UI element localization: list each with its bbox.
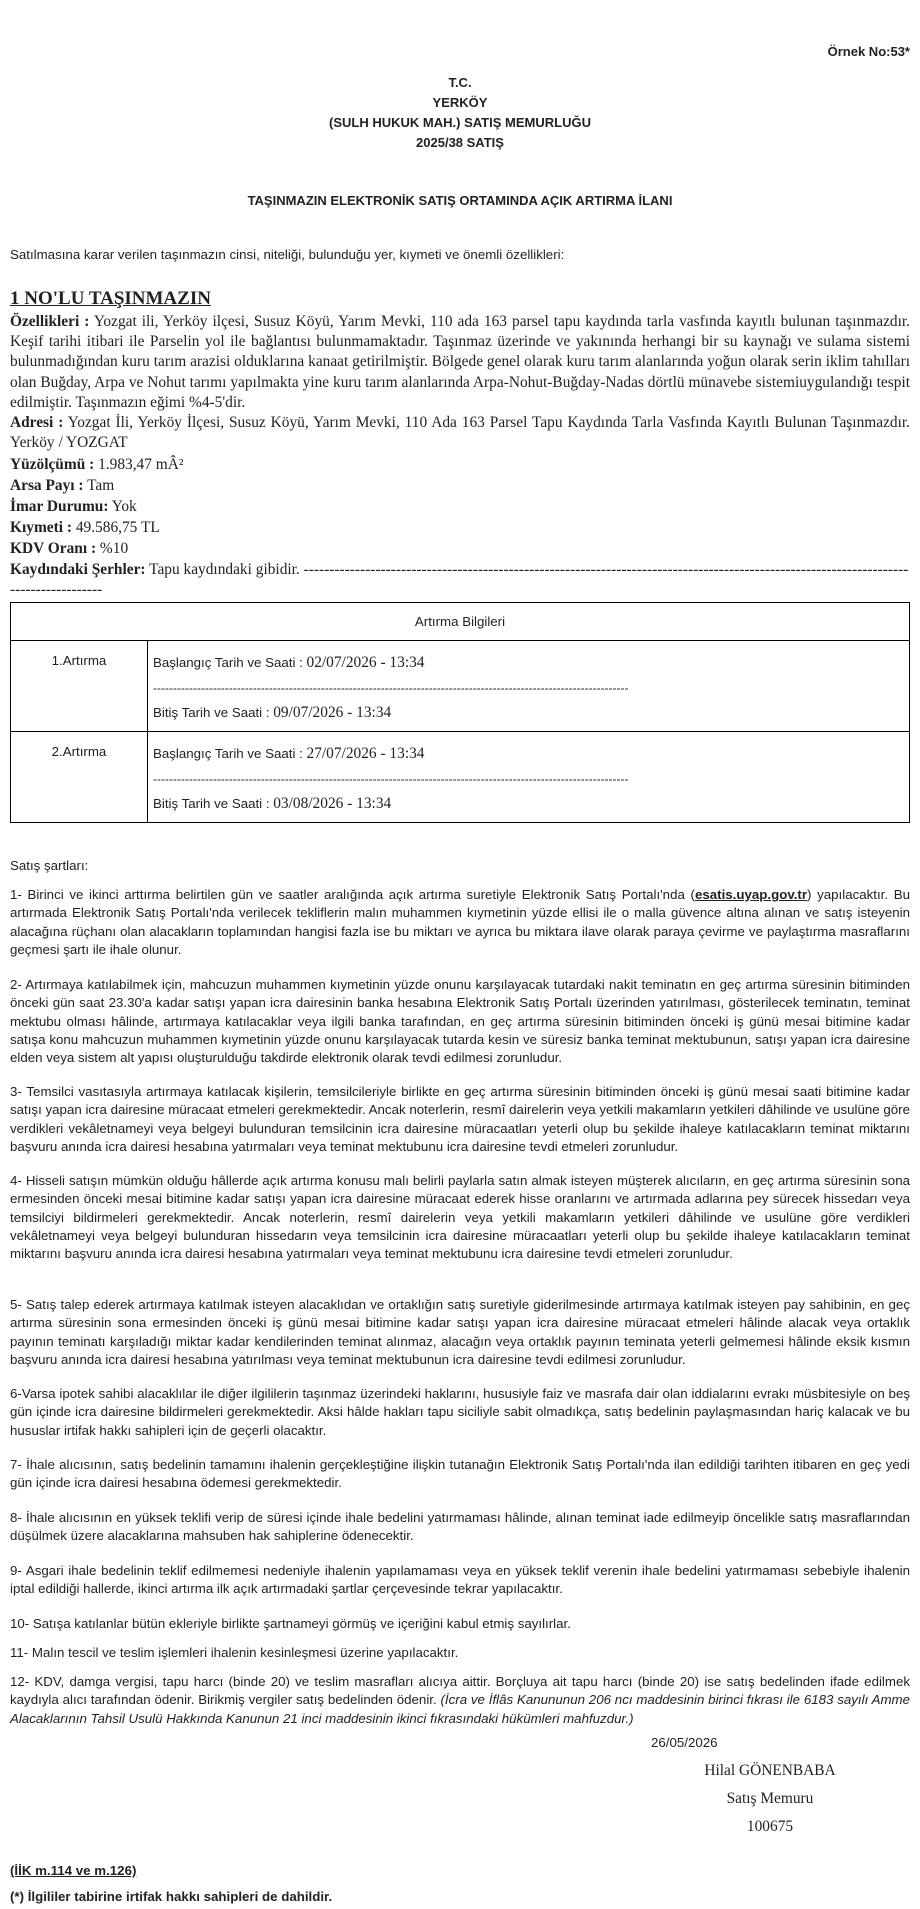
signature-name: Hilal GÖNENBABA xyxy=(704,1762,836,1779)
adres-paragraph xyxy=(10,413,910,453)
signature-title: Satış Memuru xyxy=(726,1790,814,1807)
signature-date: 26/05/2026 xyxy=(651,1735,718,1750)
sart-9: 9- Asgari ihale bedelinin teklif edilmemesi nedeniyle ihalenin yapılamaması veya en yüksek teklif verenin ihale bedelini yatırmaması sebebiyle ihalenin iptal edildiği hallerde, ikinci artırma ilk açık artırmadaki şartlar çerçevesinde tekrar yapılacaktır. xyxy=(10,1563,910,1597)
sart-12 xyxy=(10,1673,910,1728)
artirma-row-2-details xyxy=(148,732,910,823)
sart-11: 11- Malın tescil ve teslim işlemleri ihalenin kesinleşmesi üzerine yapılacaktır. xyxy=(10,1645,459,1660)
start-label: Başlangıç Tarih ve Saati : xyxy=(153,746,307,761)
footnote: (*) İlgililer tabirine irtifak hakkı sahipleri de dahildir. xyxy=(10,1889,333,1904)
artirma-row-1-end xyxy=(153,703,904,723)
yuzolcumu-label: Yüzölçümü : xyxy=(10,456,95,473)
artirma-row-1 xyxy=(11,641,910,732)
separator-line: ----------------------------------------------------------------------------------------------------------------------- xyxy=(153,772,629,786)
kiymet-label: Kıymeti : xyxy=(10,519,72,536)
imar-line xyxy=(10,497,910,517)
arsa-payi-value: Tam xyxy=(83,477,115,494)
kdv-label: KDV Oranı : xyxy=(10,540,97,557)
artirma-header-row xyxy=(11,603,910,641)
tasinmaz-title: 1 NO'LU TAŞINMAZIN xyxy=(10,288,211,309)
header-yerkoy: YERKÖY xyxy=(432,95,488,110)
arsa-payi-label: Arsa Payı : xyxy=(10,477,84,494)
header-tc: T.C. xyxy=(448,75,472,90)
artirma-row-2-start xyxy=(153,744,904,764)
sart-12-italic: (İcra ve İflâs Kanununun 206 ncı maddesinin birinci fıkrası ile 6183 sayılı Amme Alacaklarının Tahsil Usulü Hakkında Kanunun 21 inci maddesinin ikinci fıkrasındaki hükümleri mahfuzdur.) xyxy=(10,1692,911,1726)
end-datetime: 03/08/2026 - 13:34 xyxy=(273,795,392,812)
signature-number: 100675 xyxy=(746,1818,794,1835)
kdv-line xyxy=(10,539,910,559)
start-datetime: 02/07/2026 - 13:34 xyxy=(306,654,425,671)
sart-6: 6-Varsa ipotek sahibi alacaklılar ile diğer ilgililerin taşınmaz üzerindeki haklarını, hususiyle faiz ve masrafa dair olan iddialarını evrakı müsbitesiyle on beş gün içinde icra dairesine bildirmeleri gerekmektedir. Aksi hâlde hakları tapu siciliyle sabit olmadıkça, satış bedelinin paylaşmasından hariç kalacak ve bu hususlar irtifak hakkı sahipleri için de geçerli olacaktır. xyxy=(10,1386,910,1438)
artirma-row-2-label: 2.Artırma xyxy=(11,732,148,823)
adres-value: Yozgat İli, Yerköy İlçesi, Susuz Köyü, Yarım Mevki, 110 Ada 163 Parsel Tapu Kaydında Tarla Vasfında Kayıtlı Bulunan Taşınmazdır. Yerköy / YOZGAT xyxy=(10,414,910,452)
sart-1-text-b: ) yapılacaktır. Bu artırmada Elektronik Satış Portalı'nda verilecek tekliflerin malın muhammen kıymetinin yüzde ellisi ile o malla güvence altına alınan ve satış isteyenin alacağına rüçhanı olan alacakların toplamından hangisi fazla ise bu miktarı ve ayrıca bu miktara ilave olarak paraya çevirme ve paylaştırma masraflarını geçmesi şartı ile ihale olunur. xyxy=(10,887,910,957)
sart-12-text: 12- KDV, damga vergisi, tapu harcı (binde 20) ve teslim masrafları alıcıya aittir. Borçluya ait tapu harcı (binde 20) ise satış bedelinden ifade edilmek kaydıyla alıcı tarafından ödenir. Birikmiş vergiler satış bedelinden ödenir. xyxy=(10,1674,910,1708)
ilan-title: TAŞINMAZIN ELEKTRONİK SATIŞ ORTAMINDA AÇIK ARTIRMA İLANI xyxy=(247,193,673,208)
sart-4: 4- Hisseli satışın mümkün olduğu hâllerde açık artırma konusu malı belirli paylarla satın almak isteyen müşterek alıcıların, en geç artırma süresinin sona ermesinden önceki mesai bitimine kadar satışı yapan icra dairesine müracaat ederek hisse oranlarını ve artırmada adlarına pey sürecek hissedarı veya temsilciyi bildirmeleri gerekmektedir. Ancak noterlerin, resmî dairelerin veya yetkili makamların yetkileri dâhilinde ve usulüne göre verdikleri vekâletnameyi veya belgeyi bulunduran hissedarın veya temsilcinin icra dairesine müracaatları yeterli olup bu şekilde ihaleye katılacakların teminat miktarını başvuru anında icra dairesi hesabına yatırmaları veya teminat mektubunu icra dairesine tevdi etmeleri zorunludur. xyxy=(10,1173,910,1262)
ornek-no: Örnek No:53* xyxy=(827,44,910,59)
ozellikler-value: Yozgat ili, Yerköy ilçesi, Susuz Köyü, Yarım Mevki, 110 ada 163 parsel tapu kaydında tarla vasfında kayıtlı bulunan taşınmazdır. Keşif tarihi itibari ile Parselin yol ile bağlantısı bulunmamaktadır. Taşınmaz üzerinde ve yakınında herhangi bir su kaynağı ve sulama sistemi bulunmadığından kuru tarım arazisi olduklarına kanaat getirilmiştir. Bölgede genel olarak kuru tarım alanlarında yoğun olarak serin iklim tahılları olan Buğday, Arpa ve Nohut tarımı yapılmakta yine kuru tarım alanlarında Arpa-Nohut-Buğday-Nadas dörtlü münavebe sistemiuygulandığı tespit edilmiştir. Taşınmazın eğimi %4-5'dir. xyxy=(10,313,910,411)
esatis-link[interactable]: esatis.uyap.gov.tr xyxy=(694,887,808,902)
satis-sartlari-title: Satış şartları: xyxy=(10,858,89,873)
imar-value: Yok xyxy=(108,498,137,515)
sart-2: 2- Artırmaya katılabilmek için, mahcuzun muhammen kıymetinin yüzde onunu karşılayacak tutardaki nakit teminatın en geç artırma süresinin bitiminden önceki gün saat 23.30'a kadar satışı yapan icra dairesinin banka hesabına Elektronik Satış Portalı üzerinden yatırılması, gösterilecek teminatın, teminat mektubu olması hâlinde, artırmaya katılacaklar veya ilgili banka tarafından, en geç artırma süresinin bitiminden önceki iş günü mesai bitimine kadar satışa konu mahcuzun muhammen kıymetinin yüzde onunu karşılayacak tutarda kesin ve süresiz banka teminat mektubunun, satışı yapan icra dairesine elden veya sistem alt yapısı oluşturulduğu takdirde elektronik olarak tevdi edilmesi zorunludur. xyxy=(10,977,910,1066)
start-datetime: 27/07/2026 - 13:34 xyxy=(306,745,425,762)
artirma-row-1-details xyxy=(148,641,910,732)
end-label: Bitiş Tarih ve Saati : xyxy=(153,705,274,720)
sart-3: 3- Temsilci vasıtasıyla artırmaya katılacak kişilerin, temsilcileriyle birlikte en geç artırma süresinin bitiminden önceki iş günü mesai saati bitimine kadar satışı yapan icra dairesine müracaat etmeleri gerekmektedir. Ancak noterlerin, resmî dairelerin veya yetkili makamların yetkileri dâhilinde ve usulüne göre verdikleri vekâletnameyi veya belgeyi bulunduran temsilcinin icra dairesine müracaatları yeterli olup bu şekilde ihaleye katılacakların teminat miktarını başvuru anında icra dairesi hesabına yatırmaları veya teminat mektubunu icra dairesine tevdi etmeleri zorunludur. xyxy=(10,1084,910,1154)
kiymet-line xyxy=(10,518,910,538)
sart-1 xyxy=(10,886,910,959)
ozellikler-paragraph xyxy=(10,312,910,413)
sart-8: 8- İhale alıcısının en yüksek teklifi verip de süresi içinde ihale bedelini yatırmaması hâlinde, alınan teminat iade edilmeyip öncelikle satış masraflarından düşülmek üzere alacaklarına mahsuben hak sahiplerine ödenecektir. xyxy=(10,1510,910,1544)
ozellikler-label: Özellikleri : xyxy=(10,313,90,330)
artirma-row-2-end xyxy=(153,794,904,814)
sart-10: 10- Satışa katılanlar bütün ekleriyle birlikte şartnameyi görmüş ve içeriğini kabul etmiş sayılırlar. xyxy=(10,1616,571,1631)
arsa-payi-line xyxy=(10,476,910,496)
kdv-value: %10 xyxy=(96,540,129,557)
header-file-no: 2025/38 SATIŞ xyxy=(416,135,504,150)
artirma-table-title: Artırma Bilgileri xyxy=(11,603,910,641)
serhler-label: Kaydındaki Şerhler: xyxy=(10,561,146,578)
start-label: Başlangıç Tarih ve Saati : xyxy=(153,655,307,670)
intro-text: Satılmasına karar verilen taşınmazın cinsi, niteliği, bulunduğu yer, kıymeti ve önemli özellikleri: xyxy=(10,247,565,262)
yuzolcumu-line xyxy=(10,455,910,475)
imar-label: İmar Durumu: xyxy=(10,498,109,515)
end-label: Bitiş Tarih ve Saati : xyxy=(153,796,274,811)
adres-label: Adresi : xyxy=(10,414,64,431)
kiymet-value: 49.586,75 TL xyxy=(71,519,160,536)
sart-5: 5- Satış talep ederek artırmaya katılmak isteyen alacaklıdan ve ortaklığın satış suretiyle giderilmesinde artırmaya katılmak isteyen pay sahibinin, en geç artırma süresinin sona ermesinden önceki iş günü mesai bitimine kadar satışı yapan icra dairesine müracaat etmeleri hâlinde alacak veya ortaklık payının teminatı karşıladığı miktar kadar kendilerinden teminat alınmaz, alacağın veya ortaklık payının teminata yeterli gelmemesi hâlinde eksik kısmın başvuru anında icra dairesi hesabına yatırılması veya teminat mektubunun icra dairesine tevdi edilmesi zorunludur. xyxy=(10,1297,910,1367)
law-reference: (İİK m.114 ve m.126) xyxy=(10,1863,137,1878)
artirma-table xyxy=(10,602,910,823)
yuzolcumu-value: 1.983,47 mÂ² xyxy=(94,456,184,473)
end-datetime: 09/07/2026 - 13:34 xyxy=(273,704,392,721)
sart-7: 7- İhale alıcısının, satış bedelinin tamamını ihalenin gerçekleştiğine ilişkin tutanağın Elektronik Satış Portalı'nda ilan edildiği tarihten itibaren en geç yedi gün içinde icra dairesi hesabına ödemesi gerekmektedir. xyxy=(10,1457,910,1491)
artirma-row-2 xyxy=(11,732,910,823)
sart-1-text-a: 1- Birinci ve ikinci arttırma belirtilen gün ve saatler aralığında açık artırma suretiyle Elektronik Satış Portalı'nda ( xyxy=(10,887,695,902)
serhler-value: Tapu kaydındaki gibidir. ---------------------------------------------------------------------------------------------------------------------------------------- xyxy=(10,561,909,599)
separator-line: ----------------------------------------------------------------------------------------------------------------------- xyxy=(153,681,629,695)
serhler-line xyxy=(10,560,910,600)
header-office: (SULH HUKUK MAH.) SATIŞ MEMURLUĞU xyxy=(329,115,591,130)
artirma-row-1-start xyxy=(153,653,904,673)
artirma-row-1-label: 1.Artırma xyxy=(11,641,148,732)
